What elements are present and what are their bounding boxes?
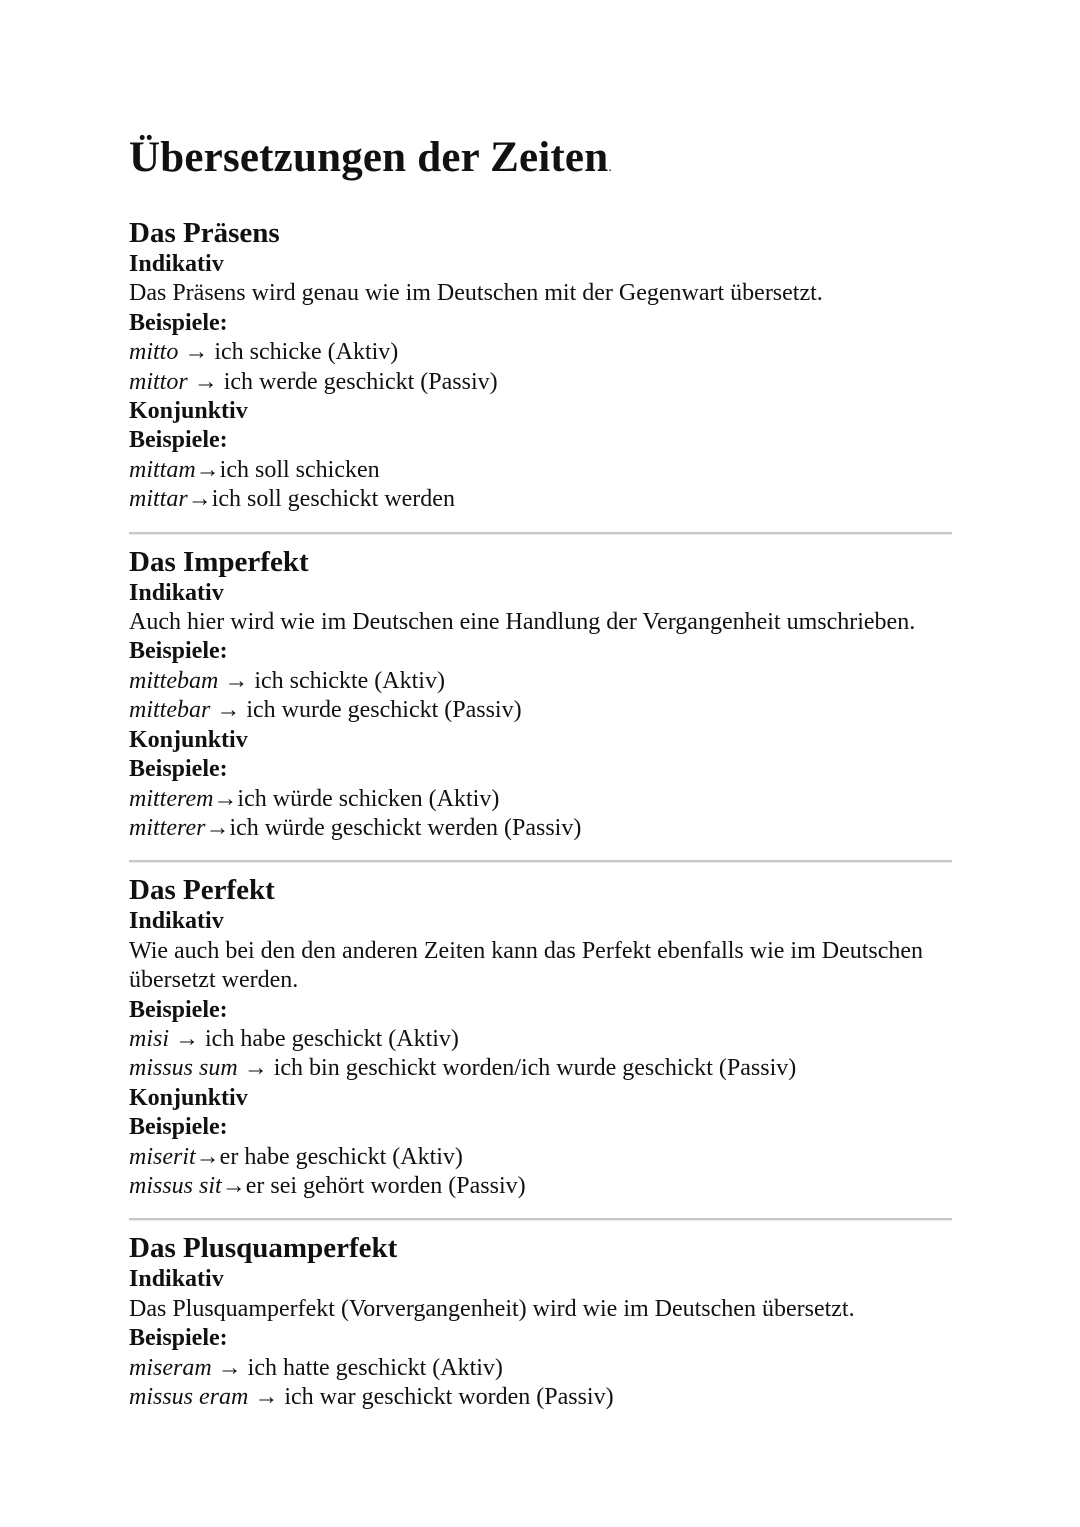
section-heading: Das Perfekt: [129, 874, 275, 907]
section-das-perfekt: [129, 873, 952, 1201]
translation-text: →ich soll schicken: [195, 456, 380, 483]
indikativ-description: Das Plusquamperfekt (Vorvergangenheit) wird wie im Deutschen übersetzt.: [129, 1295, 855, 1322]
translation-text: → ich werde geschickt (Passiv): [187, 368, 498, 395]
label-beispiele: Beispiele:: [129, 427, 228, 454]
example-line: [129, 485, 952, 514]
latin-term: mitterer: [129, 814, 206, 841]
latin-term: misi: [129, 1025, 170, 1052]
example-line: [129, 1354, 952, 1383]
example-line: [129, 1143, 952, 1172]
title-suffix: .: [608, 160, 613, 175]
section-heading: Das Präsens: [129, 217, 280, 249]
label-beispiele: Beispiele:: [129, 309, 228, 336]
translation-text: → ich wurde geschickt (Passiv): [210, 697, 522, 724]
translation-text: → ich schickte (Aktiv): [218, 667, 445, 694]
latin-term: missus sit: [129, 1172, 222, 1199]
section-heading: Das Plusquamperfekt: [129, 1232, 398, 1265]
latin-term: mitterem: [129, 785, 214, 812]
translation-text: → ich habe geschickt (Aktiv): [169, 1025, 459, 1052]
latin-term: mittebar: [129, 697, 211, 724]
latin-term: mittar: [129, 486, 188, 513]
label-indikativ: Indikativ: [129, 251, 224, 277]
label-beispiele: Beispiele:: [129, 638, 228, 665]
translation-text: → ich hatte geschickt (Aktiv): [211, 1354, 503, 1381]
label-indikativ: Indikativ: [129, 579, 224, 606]
translation-text: →er sei gehört worden (Passiv): [221, 1172, 526, 1199]
translation-text: →ich soll geschickt werden: [187, 486, 455, 513]
latin-term: missus sum: [129, 1055, 238, 1082]
latin-term: mittor: [129, 368, 188, 395]
indikativ-description: Das Präsens wird genau wie im Deutschen mit der Gegenwart übersetzt.: [129, 280, 823, 307]
label-indikativ: Indikativ: [129, 1266, 224, 1293]
section-divider: [129, 532, 952, 535]
latin-term: mitto: [129, 339, 179, 366]
example-line: [129, 1025, 952, 1054]
latin-term: miserit: [129, 1143, 196, 1170]
label-beispiele: Beispiele:: [129, 756, 228, 783]
translation-text: → ich bin geschickt worden/ich wurde geschickt (Passiv): [237, 1055, 797, 1082]
indikativ-description: Wie auch bei den den anderen Zeiten kann das Perfekt ebenfalls wie im Deutschen übersetzt werden.: [129, 937, 924, 994]
section-divider: [129, 860, 952, 863]
translation-text: → ich schicke (Aktiv): [178, 339, 399, 366]
translation-text: →ich würde geschickt werden (Passiv): [205, 814, 582, 841]
latin-term: missus eram: [129, 1384, 249, 1410]
example-line: [129, 338, 952, 367]
label-konjunktiv: Konjunktiv: [129, 726, 248, 753]
example-line: [129, 456, 952, 485]
section-divider: [129, 1218, 952, 1221]
latin-term: mittebam: [129, 667, 219, 694]
translation-text: →er habe geschickt (Aktiv): [195, 1143, 463, 1170]
label-konjunktiv: Konjunktiv: [129, 398, 248, 425]
translation-text: → ich war geschickt worden (Passiv): [248, 1384, 614, 1410]
section-heading: Das Imperfekt: [129, 545, 309, 578]
label-beispiele: Beispiele:: [129, 1325, 228, 1352]
example-line: [129, 1172, 952, 1201]
example-line: [129, 1054, 952, 1083]
document-page: [129, 130, 952, 1412]
label-beispiele: Beispiele:: [129, 1114, 228, 1141]
example-line: [129, 368, 952, 397]
label-beispiele: Beispiele:: [129, 996, 228, 1023]
section-das-plusquamperfekt: [129, 1231, 952, 1412]
label-indikativ: Indikativ: [129, 908, 224, 935]
example-line: [129, 785, 952, 814]
example-line: [129, 814, 952, 843]
example-line: [129, 1383, 952, 1412]
example-line: [129, 667, 952, 696]
label-konjunktiv: Konjunktiv: [129, 1084, 248, 1111]
section-das-praesens: [129, 216, 952, 515]
latin-term: miseram: [129, 1354, 212, 1381]
page-title: Übersetzungen der Zeiten.: [129, 134, 613, 181]
indikativ-description: Auch hier wird wie im Deutschen eine Handlung der Vergangenheit umschrieben.: [129, 609, 916, 636]
example-line: [129, 696, 952, 725]
sections-container: [129, 216, 952, 1412]
latin-term: mittam: [129, 456, 196, 483]
translation-text: →ich würde schicken (Aktiv): [213, 785, 500, 812]
section-das-imperfekt: [129, 545, 952, 844]
